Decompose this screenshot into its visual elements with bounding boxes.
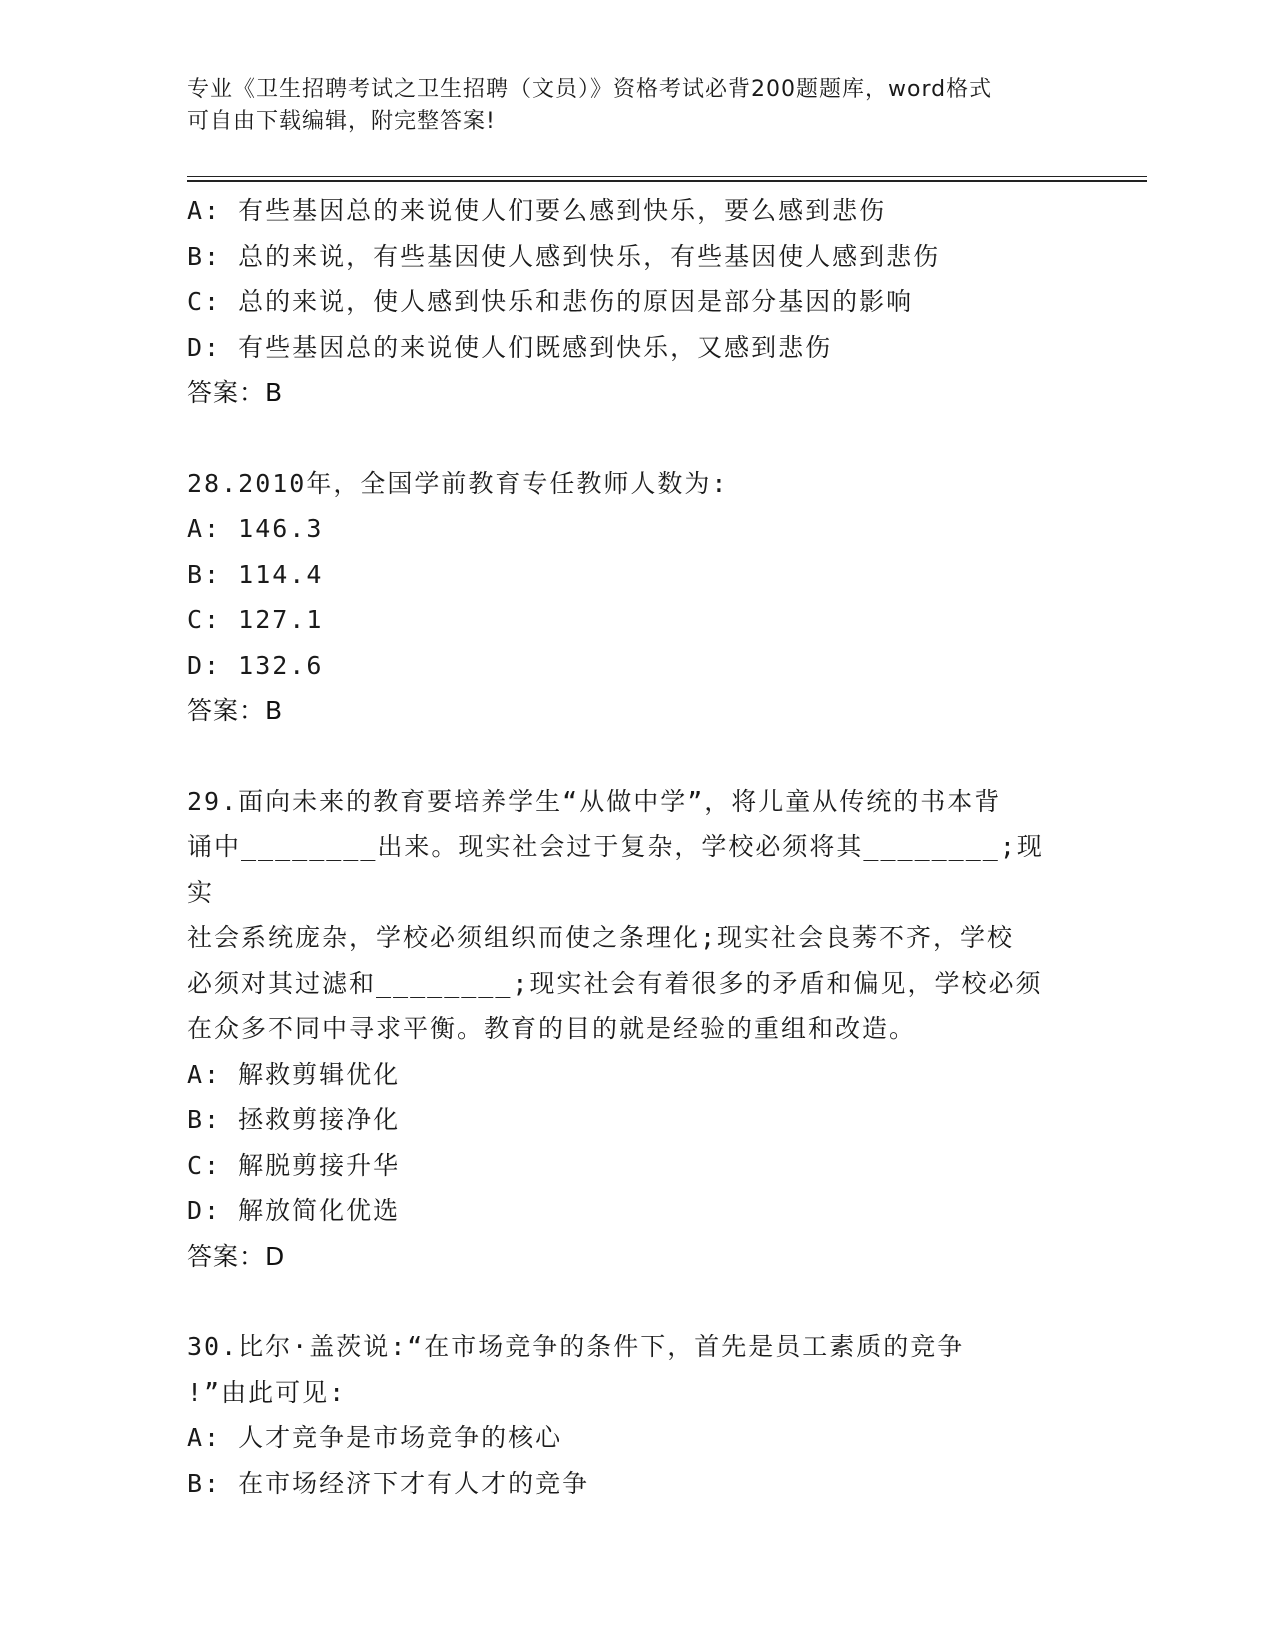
question-list xyxy=(187,188,1067,1506)
question-stem-line: 在众多不同中寻求平衡。教育的目的就是经验的重组和改造。 xyxy=(187,1014,917,1043)
question-29 xyxy=(187,779,1067,1280)
header-divider-thick xyxy=(187,180,1147,182)
option-b: B: 拯救剪接净化 xyxy=(187,1105,401,1134)
question-stem-line: 30.比尔·盖茨说:“在市场竞争的条件下，首先是员工素质的竞争 xyxy=(187,1332,965,1361)
question-stem-line: !”由此可见: xyxy=(187,1377,347,1407)
answer-line: 答案：D xyxy=(187,1241,286,1271)
option-a: A: 人才竞争是市场竞争的核心 xyxy=(187,1423,563,1452)
option-b: B: 总的来说，有些基因使人感到快乐，有些基因使人感到悲伤 xyxy=(187,241,941,271)
question-stem-line: 29.面向未来的教育要培养学生“从做中学”，将儿童从传统的书本背 xyxy=(187,786,1002,816)
question-stem-line: 社会系统庞杂，学校必须组织而使之条理化;现实社会良莠不齐，学校 xyxy=(187,923,1015,952)
option-a: A: 146.3 xyxy=(187,514,324,543)
question-stem-line: 诵中________出来。现实社会过于复杂，学校必须将其________;现实 xyxy=(187,832,1044,907)
option-d: D: 132.6 xyxy=(187,650,324,680)
question-stem: 28.2010年，全国学前教育专任教师人数为: xyxy=(187,468,729,498)
question-27 xyxy=(187,188,1067,416)
question-stem-line: 必须对其过滤和________;现实社会有着很多的矛盾和偏见，学校必须 xyxy=(187,968,1043,998)
document-header xyxy=(187,74,1057,138)
option-d: D: 有些基因总的来说使人们既感到快乐，又感到悲伤 xyxy=(187,332,833,362)
header-divider-thin xyxy=(187,176,1147,177)
option-c: C: 127.1 xyxy=(187,605,324,634)
question-30 xyxy=(187,1324,1067,1506)
option-d: D: 解放简化优选 xyxy=(187,1196,401,1225)
header-title-line-2: 可自由下载编辑，附完整答案! xyxy=(187,109,496,134)
question-28 xyxy=(187,461,1067,734)
option-c: C: 解脱剪接升华 xyxy=(187,1150,401,1180)
option-a: A: 有些基因总的来说使人们要么感到快乐，要么感到悲伤 xyxy=(187,196,887,225)
option-a: A: 解救剪辑优化 xyxy=(187,1059,401,1089)
option-c: C: 总的来说，使人感到快乐和悲伤的原因是部分基因的影响 xyxy=(187,287,914,316)
answer-line: 答案：B xyxy=(187,378,284,407)
header-title-line-1: 专业《卫生招聘考试之卫生招聘（文员）》资格考试必背200题题库，word格式 xyxy=(187,77,993,102)
option-b: B: 114.4 xyxy=(187,559,324,589)
answer-line: 答案：B xyxy=(187,696,284,725)
option-b: B: 在市场经济下才有人才的竞争 xyxy=(187,1468,590,1498)
